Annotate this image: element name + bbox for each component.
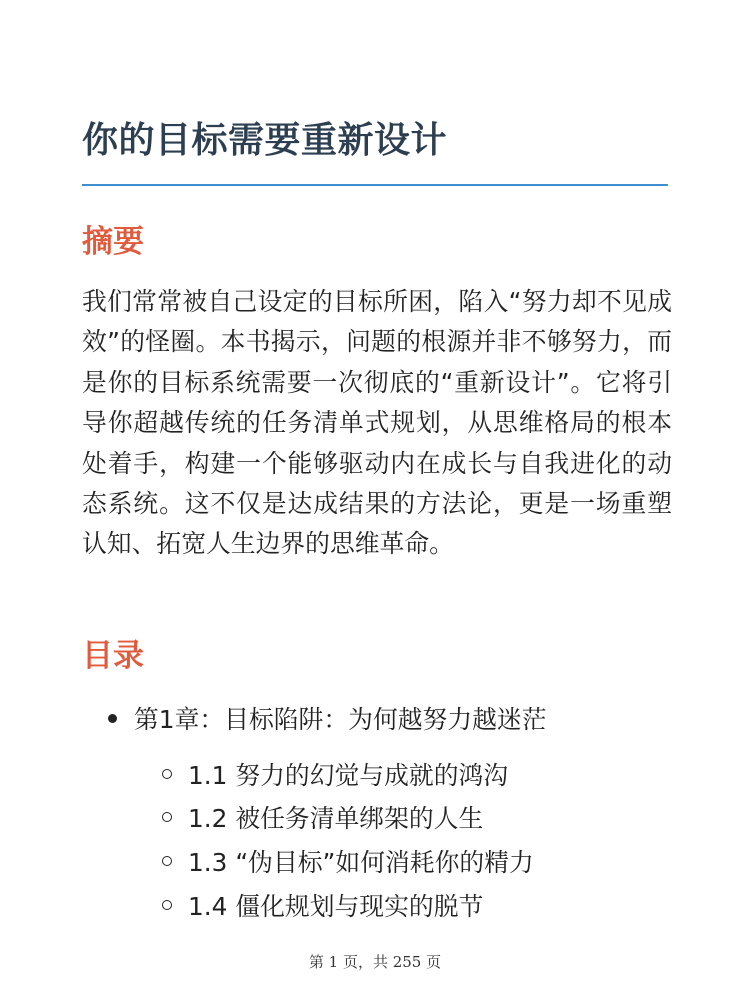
bullet-circle-icon [162, 900, 172, 910]
bullet-circle-icon [162, 812, 172, 822]
toc-section-label: 1.3 “伪目标”如何消耗你的精力 [188, 848, 534, 877]
abstract-heading: 摘要 [82, 224, 144, 260]
toc-section-1-3[interactable] [162, 841, 534, 881]
toc-section-1-4[interactable] [162, 885, 483, 925]
toc-chapter-label: 第1章：目标陷阱：为何越努力越迷茫 [134, 705, 547, 734]
toc-section-label: 1.2 被任务清单绑架的人生 [188, 804, 484, 833]
toc-section-1-1[interactable] [162, 754, 508, 794]
book-title: 你的目标需要重新设计 [82, 120, 448, 161]
toc-section-label: 1.1 努力的幻觉与成就的鸿沟 [188, 761, 509, 790]
abstract-paragraph: 我们常常被自己设定的目标所困，陷入“努力却不见成效”的怪圈。本书揭示，问题的根源并非不够努力，而是你的目标系统需要一次彻底的“重新设计”。它将引导你超越传统的任务清单式规划，从思维格局的根本处着手，构建一个能够驱动内在成长与自我进化的动态系统。这不仅是达成结果的方法论，更是一场重塑认知、拓宽人生边界的思维革命。 [82, 287, 672, 559]
title-divider [82, 184, 668, 186]
page-number-footer: 第 1 页，共 255 页 [308, 953, 442, 971]
toc-section-label: 1.4 僵化规划与现实的脱节 [188, 892, 484, 921]
bullet-disc-icon [108, 714, 117, 723]
toc-heading: 目录 [82, 638, 144, 674]
bullet-circle-icon [162, 769, 172, 779]
bullet-circle-icon [162, 856, 172, 866]
toc-section-1-2[interactable] [162, 797, 483, 837]
toc-chapter-1[interactable] [108, 696, 547, 740]
